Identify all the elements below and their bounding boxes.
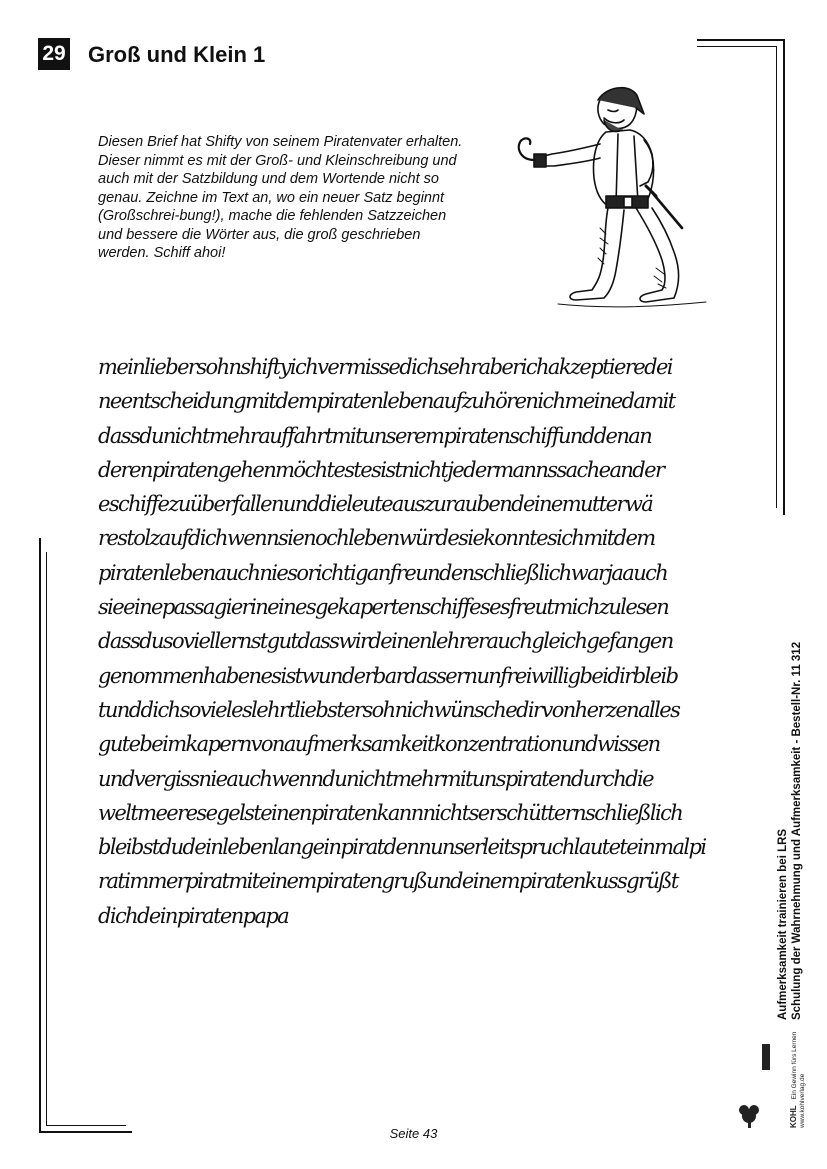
book-subtitle-order-number: Schulung der Wahrnehmung und Aufmerksamkeit - Bestell-Nr. 11 312 — [791, 641, 803, 1020]
book-title: Aufmerksamkeit trainieren bei LRS — [777, 828, 789, 1020]
letter-line: piratenlebenauchniesorichtiganfreundenschließlichwarjaauch — [98, 560, 668, 585]
letter-line: gutebeimkapernvonaufmerksamkeitkonzentrationundwissen — [98, 732, 660, 757]
book-series-sidebar — [776, 642, 804, 1020]
tree-icon — [739, 1105, 759, 1128]
page-footer-number: Seite 43 — [389, 1126, 438, 1141]
letter-line: genommenhabenesistwunderbardassernunfreiwilligbeidirbleib — [98, 663, 678, 688]
letter-line: dichdeinpiratenpapa — [98, 903, 289, 928]
publisher-tagline: Ein Gewinn fürs Lernen — [791, 1031, 798, 1100]
letter-line: sieeinepassagierineinesgekapertenschiffesesfreutmichzulesen — [98, 595, 669, 620]
letter-line: undvergissnieauchwenndunichtmehrmitunspiratendurchdie — [98, 766, 653, 791]
letter-line: restolzaufdichwennsienochlebenwürdesiekonntesichmitdem — [98, 526, 655, 551]
letter-line: tunddichsovieleslehrtliebstersohnichwünschedirvonherzenalles — [98, 697, 680, 722]
hook-icon — [519, 138, 534, 160]
pirate-illustration — [496, 78, 732, 310]
letter-line: eschiffezuüberfallenunddieleuteauszuraubendeinemutterwä — [98, 492, 653, 517]
letter-line: ratimmerpiratmiteinempiratengrußundeinempiratenkussgrüßt — [98, 869, 678, 894]
letter-line: dassdusoviellernstgutdasswirdeinenlehrerauchgleichgefangen — [98, 629, 673, 654]
instructions-text: Diesen Brief hat Shifty von seinem Piratenvater erhalten. Dieser nimmt es mit der Groß- und Kleinschreibung und auch mit der Satzbildung und dem Wortende nicht so genau. Zeichne im Text an, wo ein neuer Satz beginnt (Großschrei-bung!), mache die fehlenden Satzzeichen und bessere die Wörter aus, die groß geschrieben werden. Schiff ahoi! — [98, 134, 463, 261]
page-number-badge: 29 — [38, 38, 70, 70]
publisher-url[interactable]: www.kohlverlag.de — [799, 1073, 806, 1128]
publisher-info — [790, 1032, 807, 1128]
page-title: Groß und Klein 1 — [88, 42, 266, 67]
frame-top-right-outer-vertical — [783, 39, 785, 515]
letter-line: derenpiratengehenmöchtestesistnichtjedermannssacheander — [98, 457, 664, 482]
publisher-name: KOHL — [789, 1105, 798, 1128]
pirate-leg-back — [636, 208, 679, 302]
letter-line: meinliebersohnshiftyichvermissedichsehraberichakzeptieredei — [98, 355, 672, 379]
pirate-leg-front — [570, 208, 624, 300]
letter-line: dassdunichtmehrauffahrtmitunserempiratenschiffunddenan — [98, 423, 652, 448]
frame-bottom-left-inner-vertical — [46, 552, 47, 1125]
pirate-arm — [544, 144, 600, 166]
frame-top-right-inner-vertical — [776, 46, 777, 508]
frame-bottom-left-outer-vertical — [39, 538, 41, 1133]
letter-line: weltmeeresegelsteinenpiratenkannnichtserschütternschließlich — [98, 800, 683, 825]
frame-top-right-outer-horizontal — [697, 39, 785, 41]
pirate-letter — [98, 350, 738, 933]
letter-line: neentscheidungmitdempiratenlebenaufzuhörenichmeinedamit — [98, 389, 675, 414]
frame-top-right-inner-horizontal — [697, 46, 777, 47]
letter-line: bleibstdudeinlebenlangeinpiratdennunserleitspruchlauteteinmalpi — [98, 835, 706, 860]
